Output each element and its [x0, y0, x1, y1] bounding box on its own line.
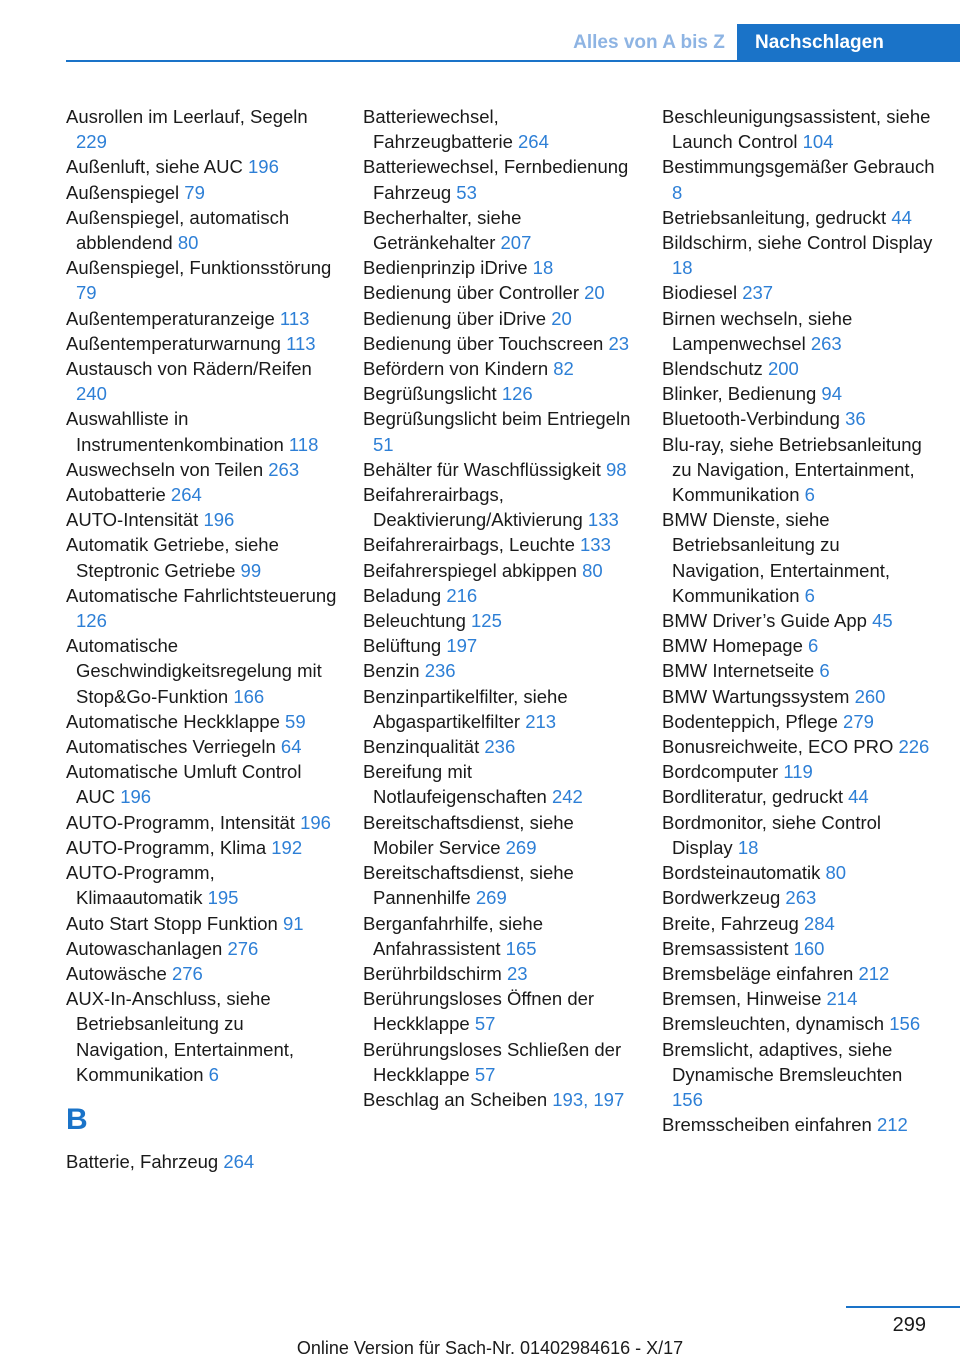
- index-term: Bodenteppich, Pflege: [662, 710, 844, 732]
- index-term: Bremsbeläge einfahren: [662, 962, 859, 984]
- index-page-link[interactable]: 226: [898, 736, 930, 758]
- index-page-link[interactable]: 269: [475, 887, 507, 909]
- index-entry: [66, 986, 341, 1087]
- index-entry: [363, 104, 638, 154]
- index-entry: [66, 331, 341, 356]
- index-page-link[interactable]: 80: [177, 232, 199, 254]
- index-term: Beleuchtung: [363, 610, 472, 632]
- index-entry: [66, 860, 341, 910]
- index-entry: [363, 457, 638, 482]
- index-term: Außentemperaturanzeige: [66, 307, 280, 329]
- index-entry: [363, 961, 638, 986]
- index-term: Bedienprinzip iDrive: [363, 257, 533, 279]
- index-page-link[interactable]: 91: [283, 912, 304, 934]
- index-page-link[interactable]: 23: [506, 962, 528, 984]
- index-term: Außentemperaturwarnung: [66, 332, 287, 354]
- index-page-link[interactable]: 113: [279, 307, 310, 329]
- index-page-link[interactable]: 104: [802, 131, 834, 153]
- index-page-link[interactable]: 64: [280, 736, 302, 758]
- index-entry: [363, 911, 638, 961]
- index-page-link[interactable]: 196: [120, 786, 152, 808]
- index-page-link[interactable]: 6: [208, 1063, 219, 1085]
- index-entry: [363, 532, 638, 557]
- index-entry: [66, 406, 341, 456]
- index-page-link[interactable]: 212: [858, 962, 890, 984]
- index-term: Belüftung: [363, 635, 447, 657]
- index-term: Bereifung mit Notlaufeigenschaften: [363, 761, 552, 808]
- index-entry: [363, 558, 638, 583]
- index-term: Bordliteratur, gedruckt: [662, 786, 849, 808]
- index-entry: [363, 608, 638, 633]
- index-entry: [66, 154, 341, 179]
- index-page-link[interactable]: 94: [821, 383, 842, 405]
- index-page-link[interactable]: 44: [891, 206, 912, 228]
- index-term: Automatisches Verriegeln: [66, 736, 281, 758]
- page-number-rule: [846, 1306, 960, 1308]
- index-entry: [662, 280, 937, 305]
- index-entry: [363, 154, 638, 204]
- index-page-link[interactable]: 196: [203, 509, 235, 531]
- index-entry: [66, 306, 341, 331]
- index-page-link[interactable]: 80: [825, 862, 847, 884]
- index-term: Bestimmungsgemäßer Gebrauch: [662, 156, 935, 178]
- index-entry: [363, 684, 638, 734]
- index-entry: [66, 810, 341, 835]
- index-term: Beladung: [363, 584, 447, 606]
- index-page-link[interactable]: 236: [424, 660, 456, 682]
- index-page-link[interactable]: 276: [171, 962, 203, 984]
- index-entry: [662, 356, 937, 381]
- index-term: Bordwerkzeug: [662, 887, 786, 909]
- index-letter-heading: B: [66, 1102, 88, 1136]
- index-entry: [363, 759, 638, 809]
- index-term: AUTO-Intensität: [66, 509, 204, 531]
- index-page-link[interactable]: 197: [446, 635, 478, 657]
- index-term: Becherhalter, siehe Getränkehalter: [363, 206, 522, 254]
- index-term: AUTO-Programm, Intensität: [66, 811, 301, 833]
- index-page-link[interactable]: 6: [819, 660, 830, 682]
- index-page-link[interactable]: 229: [76, 131, 107, 153]
- index-page-link[interactable]: 236: [484, 736, 516, 758]
- index-term: Auswahlliste in Instrumentenkombination: [66, 408, 289, 455]
- index-entry: [662, 432, 937, 508]
- index-term: Berührungsloses Öffnen der Heckklappe: [363, 988, 595, 1035]
- index-term: Außenspiegel, Funktionsstörung: [66, 257, 332, 279]
- index-entry: [662, 1037, 937, 1113]
- index-term: Bedienung über iDrive: [363, 307, 552, 329]
- index-entry: [662, 986, 937, 1011]
- index-term: Außenluft, siehe AUC: [66, 156, 249, 178]
- index-page-link[interactable]: 263: [785, 887, 817, 909]
- index-term: AUTO-Programm, Klimaautomatik: [66, 862, 215, 909]
- index-page-link[interactable]: 237: [742, 282, 774, 304]
- index-term: Batteriewechsel, Fahrzeugbatterie: [363, 106, 519, 153]
- index-entry: [363, 356, 638, 381]
- index-page-link[interactable]: 6: [804, 484, 815, 506]
- index-entry: [662, 911, 937, 936]
- index-entry: [66, 759, 341, 809]
- index-page-link[interactable]: 20: [584, 282, 605, 304]
- index-entry: [363, 986, 638, 1036]
- index-term: Beifahrerairbags, Leuchte: [363, 534, 580, 556]
- index-entry: [66, 532, 341, 582]
- index-page-link[interactable]: 195: [207, 887, 239, 909]
- index-entry: [363, 658, 638, 683]
- index-page-link[interactable]: 6: [808, 635, 819, 657]
- index-page-link[interactable]: 23: [608, 332, 630, 354]
- index-entry: [66, 255, 341, 305]
- index-term: Automatische Fahrlichtsteuerung: [66, 584, 337, 606]
- index-page-link[interactable]: 44: [848, 786, 869, 808]
- index-term: Blu-ray, siehe Betriebsanleitung zu Navigation, Entertainment, Kommunikation: [662, 433, 922, 506]
- index-page-link[interactable]: 207: [500, 232, 532, 254]
- index-entry: [66, 911, 341, 936]
- index-entry: [662, 608, 937, 633]
- index-term: Biodiesel: [662, 282, 743, 304]
- index-page-link[interactable]: 18: [737, 836, 759, 858]
- index-entry: [662, 104, 937, 154]
- index-entry: [363, 1037, 638, 1087]
- index-term: Ausrollen im Leerlauf, Segeln: [66, 106, 308, 127]
- index-term: Autobatterie: [66, 484, 171, 506]
- index-page-link[interactable]: 118: [288, 433, 319, 455]
- index-term: BMW Homepage: [662, 635, 808, 657]
- index-term: BMW Dienste, siehe Betriebsanleitung zu Navigation, Entertainment, Kommunikation: [662, 509, 891, 606]
- index-entry: [363, 734, 638, 759]
- index-entry: [363, 482, 638, 532]
- index-page-link[interactable]: 79: [76, 282, 97, 304]
- index-term: Bluetooth-Verbindung: [662, 408, 846, 430]
- index-column-3: [662, 104, 937, 1137]
- index-term: Befördern von Kindern: [363, 358, 554, 380]
- index-term: Beifahrerspiegel abkippen: [363, 559, 583, 581]
- index-entry: [662, 810, 937, 860]
- index-entry: [662, 633, 937, 658]
- index-page-link[interactable]: 45: [872, 610, 893, 632]
- index-page-link[interactable]: 214: [826, 988, 858, 1010]
- index-term: Beschleunigungsassistent, siehe Launch Control: [662, 106, 931, 153]
- index-term: Bremsen, Hinweise: [662, 988, 827, 1010]
- index-term: Autowäsche: [66, 962, 172, 984]
- index-page-link[interactable]: 80: [582, 559, 603, 581]
- index-page-link[interactable]: 156: [672, 1088, 703, 1110]
- index-term: Batterie, Fahrzeug: [66, 1150, 224, 1172]
- index-entry: [662, 658, 937, 683]
- index-entry: [662, 734, 937, 759]
- index-entry: [363, 205, 638, 255]
- index-term: Automatische Geschwindigkeitsregelung mit Stop&Go-Funktion: [66, 635, 322, 707]
- index-term: Automatische Umluft Control AUC: [66, 761, 302, 808]
- index-page-link[interactable]: 125: [471, 610, 502, 632]
- index-term: Bremsleuchten, dynamisch: [662, 1013, 890, 1035]
- index-term: Blinker, Bedienung: [662, 383, 822, 405]
- index-term: BMW Internetseite: [662, 660, 820, 682]
- index-entry: [662, 684, 937, 709]
- index-entry: [66, 104, 341, 154]
- index-term: Außenspiegel: [66, 181, 185, 203]
- index-term: BMW Wartungssystem: [662, 685, 855, 707]
- index-page-link[interactable]: 99: [240, 559, 262, 581]
- index-entry: [363, 810, 638, 860]
- index-entry: [662, 936, 937, 961]
- index-column-2: [363, 104, 638, 1112]
- index-entry: [66, 734, 341, 759]
- index-page-link[interactable]: 276: [227, 937, 259, 959]
- index-term: Beschlag an Scheiben: [363, 1088, 553, 1110]
- index-page-link[interactable]: 160: [793, 937, 825, 959]
- index-entry: [363, 381, 638, 406]
- index-term: Austausch von Rädern/Reifen: [66, 358, 312, 380]
- index-term: Auswechseln von Teilen: [66, 458, 269, 480]
- index-term: Batteriewechsel, Fernbedienung Fahrzeug: [363, 156, 629, 203]
- index-page-link[interactable]: 192: [271, 836, 303, 858]
- index-term: AUX-In-Anschluss, siehe Betriebsanleitung zu Navigation, Entertainment, Kommunikation: [66, 988, 295, 1085]
- index-page-link[interactable]: 264: [223, 1150, 255, 1172]
- index-term: Berührungsloses Schließen der Heckklappe: [363, 1038, 622, 1085]
- index-page-link[interactable]: 57: [474, 1063, 496, 1085]
- index-page-link[interactable]: 18: [532, 257, 554, 279]
- index-entry: [363, 331, 638, 356]
- index-term: Benzinqualität: [363, 736, 485, 758]
- index-term: Bereitschaftsdienst, siehe Pannenhilfe: [363, 862, 574, 909]
- index-page-link[interactable]: 36: [845, 408, 866, 430]
- index-page-link[interactable]: 242: [551, 786, 583, 808]
- index-entry: [662, 507, 937, 608]
- index-term: Bedienung über Controller: [363, 282, 585, 304]
- index-entry: [662, 1112, 937, 1137]
- index-term: Birnen wechseln, siehe Lampenwechsel: [662, 307, 853, 354]
- section-tab[interactable]: Alles von A bis Z: [573, 32, 725, 53]
- index-entry: [363, 306, 638, 331]
- index-entry: [66, 633, 341, 709]
- index-entry: [66, 356, 341, 406]
- index-entry: [66, 507, 341, 532]
- index-term: Berührbildschirm: [363, 962, 507, 984]
- index-page-link[interactable]: 263: [810, 332, 842, 354]
- index-entry: [363, 255, 638, 280]
- index-term: Breite, Fahrzeug: [662, 912, 804, 934]
- index-term: Bordsteinautomatik: [662, 862, 826, 884]
- index-term: AUTO-Programm, Klima: [66, 836, 272, 858]
- index-entry: [662, 230, 937, 280]
- index-page-link[interactable]: 8: [672, 181, 683, 203]
- index-term: Bremslicht, adaptives, siehe Dynamische Bremsleuchten: [662, 1038, 903, 1085]
- index-term: Bonusreichweite, ECO PRO: [662, 736, 899, 758]
- index-page-link[interactable]: 200: [767, 358, 799, 380]
- index-term: Begrüßungslicht: [363, 383, 502, 405]
- index-entry: [662, 1011, 937, 1036]
- index-term: Außenspiegel, automatisch abblendend: [66, 206, 290, 254]
- index-page-link[interactable]: 126: [501, 383, 533, 405]
- index-term: Betriebsanleitung, gedruckt: [662, 206, 892, 228]
- index-term: BMW Driver’s Guide App: [662, 610, 873, 632]
- index-term: Benzinpartikelfilter, siehe Abgaspartikelfilter: [363, 685, 568, 732]
- page-number: 299: [892, 1314, 926, 1336]
- index-entry: [66, 583, 341, 633]
- index-term: Bedienung über Touchscreen: [363, 332, 609, 354]
- index-entry: [66, 180, 341, 205]
- index-page-link[interactable]: 165: [505, 937, 537, 959]
- index-page-link[interactable]: 269: [505, 836, 537, 858]
- index-page-link[interactable]: 212: [876, 1114, 908, 1136]
- index-page-link[interactable]: 264: [518, 131, 549, 153]
- index-page-link[interactable]: 59: [285, 710, 306, 732]
- footer-text: Online Version für Sach-Nr. 01402984616 - X/17: [296, 1338, 684, 1358]
- index-entry: [363, 280, 638, 305]
- index-term: Bordmonitor, siehe Control Display: [662, 811, 882, 858]
- index-entry: [662, 306, 937, 356]
- index-term: Blendschutz: [662, 358, 768, 380]
- index-page-link[interactable]: 263: [268, 458, 300, 480]
- index-term: Bildschirm, siehe Control Display: [662, 232, 933, 254]
- index-page-link[interactable]: 98: [606, 458, 627, 480]
- index-page-link[interactable]: 216: [446, 584, 478, 606]
- index-term: Automatik Getriebe, siehe Steptronic Getriebe: [66, 534, 279, 581]
- index-page-link[interactable]: 6: [804, 584, 815, 606]
- index-page-link[interactable]: 213: [525, 710, 557, 732]
- index-entry: [66, 205, 341, 255]
- index-term: Automatische Heckklappe: [66, 710, 286, 732]
- index-page-link[interactable]: 166: [233, 685, 265, 707]
- index-entry: [662, 784, 937, 809]
- index-page-link[interactable]: 57: [474, 1013, 496, 1035]
- index-term: Berganfahrhilfe, siehe Anfahrassistent: [363, 912, 543, 959]
- index-page-link[interactable]: 196: [300, 811, 331, 833]
- index-entry: [66, 482, 341, 507]
- index-term: Benzin: [363, 660, 425, 682]
- index-term: Begrüßungslicht beim Entriegeln: [363, 408, 631, 430]
- index-entry: [363, 1087, 638, 1112]
- index-page-link[interactable]: 133: [587, 509, 619, 531]
- index-column-1: [66, 104, 341, 1174]
- index-entry: [662, 961, 937, 986]
- index-term: Behälter für Waschflüssigkeit: [363, 458, 606, 480]
- index-term: Bordcomputer: [662, 761, 784, 783]
- index-entry: [66, 961, 341, 986]
- index-entry: [363, 633, 638, 658]
- index-page-link[interactable]: 133: [580, 534, 611, 556]
- index-entry: [363, 860, 638, 910]
- index-page-link[interactable]: 20: [551, 307, 572, 329]
- index-entry: [662, 154, 937, 204]
- index-entry: [662, 709, 937, 734]
- index-entry: [66, 1149, 341, 1174]
- index-page-link[interactable]: 79: [184, 181, 205, 203]
- index-term: Beifahrerairbags, Deaktivierung/Aktivierung: [363, 484, 588, 531]
- index-page-link[interactable]: 126: [76, 610, 107, 632]
- index-term: Bremsassistent: [662, 937, 794, 959]
- index-entry: [66, 936, 341, 961]
- index-page-link[interactable]: 279: [843, 710, 874, 732]
- index-page-link[interactable]: 196: [248, 156, 279, 178]
- index-entry: [662, 381, 937, 406]
- index-page-link[interactable]: 18: [672, 257, 693, 279]
- index-page-link[interactable]: 284: [803, 912, 835, 934]
- index-entry: [66, 709, 341, 734]
- index-page-link[interactable]: 51: [373, 433, 394, 455]
- index-entry: [662, 205, 937, 230]
- index-entry: [662, 860, 937, 885]
- index-page-link[interactable]: 260: [854, 685, 886, 707]
- index-entry: [662, 885, 937, 910]
- index-page-link[interactable]: 240: [76, 383, 107, 405]
- index-entry: [66, 835, 341, 860]
- index-entry: [363, 406, 638, 456]
- index-entry: [363, 583, 638, 608]
- index-term: Auto Start Stopp Funktion: [66, 912, 283, 934]
- index-page-link[interactable]: 113: [286, 332, 316, 354]
- index-term: Bremsscheiben einfahren: [662, 1114, 877, 1136]
- index-page-link[interactable]: 156: [889, 1013, 921, 1035]
- index-page-link[interactable]: 193, 197: [552, 1088, 625, 1110]
- index-entry: [662, 406, 937, 431]
- index-entry: [66, 457, 341, 482]
- index-term: Autowaschanlagen: [66, 937, 228, 959]
- index-entry: [662, 759, 937, 784]
- index-page-link[interactable]: 82: [553, 358, 574, 380]
- index-page-link[interactable]: 53: [456, 181, 477, 203]
- index-page-link[interactable]: 119: [783, 761, 813, 783]
- chapter-tab[interactable]: Nachschlagen: [737, 24, 960, 62]
- index-page-link[interactable]: 264: [170, 484, 202, 506]
- index-term: Bereitschaftsdienst, siehe Mobiler Service: [363, 811, 574, 858]
